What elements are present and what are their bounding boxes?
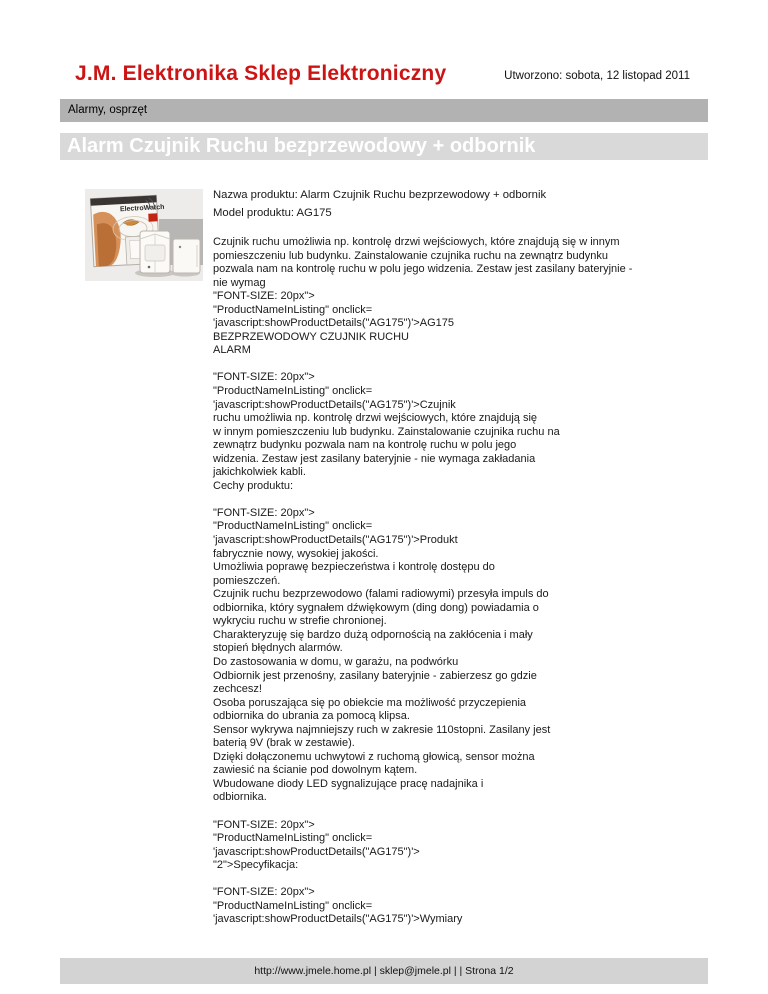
text-line: stopień błędnych alarmów. xyxy=(213,642,343,655)
text-line: 'javascript:showProductDetails("AG175")'>Czujnik xyxy=(213,398,456,411)
text-line: jakichkolwiek kabli. xyxy=(213,466,306,479)
text-line: Odbiornik jest przenośny, zasilany bateryjnie - zabierzesz go gdzie xyxy=(213,669,537,682)
product-name-line: Nazwa produktu: Alarm Czujnik Ruchu bezprzewodowy + odbornik xyxy=(213,189,547,201)
text-line: Charakteryzuję się bardzo dużą odpornością na zakłócenia i mały xyxy=(213,628,533,641)
text-line: pomieszczeniu lub budynku. Zainstalowanie czujnika ruchu na zewnątrz budynku xyxy=(213,249,609,262)
text-line: "ProductNameInListing" onclick= xyxy=(213,899,373,912)
text-line: odbiornika do ubrania za pomocą klipsa. xyxy=(213,710,410,723)
product-image xyxy=(85,189,203,281)
motion-sensor xyxy=(140,231,170,273)
box-brand-text: ElectroWatch xyxy=(119,203,165,214)
text-line: "ProductNameInListing" onclick= xyxy=(213,832,373,845)
text-line: ALARM xyxy=(213,344,251,357)
text-line xyxy=(213,358,632,372)
text-line: fabrycznie nowy, wysokiej jakości. xyxy=(213,547,379,560)
text-line: "FONT-SIZE: 20px"> xyxy=(213,886,315,899)
text-line: zechcesz! xyxy=(213,683,262,696)
text-line: pomieszczeń. xyxy=(213,574,281,587)
text-line: 'javascript:showProductDetails("AG175")'>Produkt xyxy=(213,534,458,547)
text-line xyxy=(213,493,632,507)
text-line: nie wymag xyxy=(213,276,266,289)
text-line: "FONT-SIZE: 20px"> xyxy=(213,506,315,519)
text-line: "2">Specyfikacja: xyxy=(213,859,299,872)
text-line: Osoba poruszająca się po obiekcie ma możliwość przyczepienia xyxy=(213,696,527,709)
created-date: Utworzono: sobota, 12 listopad 2011 xyxy=(504,70,690,82)
product-title-bar: Alarm Czujnik Ruchu bezprzewodowy + odbornik xyxy=(60,133,708,160)
text-line: baterią 9V (brak w zestawie). xyxy=(213,737,355,750)
text-line: Czujnik ruchu bezprzewodowo (falami radiowymi) przesyła impuls do xyxy=(213,588,549,601)
text-line: "ProductNameInListing" onclick= xyxy=(213,520,373,533)
product-model-line: Model produktu: AG175 xyxy=(213,207,332,219)
text-line xyxy=(213,873,632,887)
text-line: 'javascript:showProductDetails("AG175")'>Wymiary xyxy=(213,913,463,926)
category-bar: Alarmy, osprzęt xyxy=(60,99,708,122)
text-line: zewnątrz budynku pozwala nam na kontrolę ruchu w polu jego xyxy=(213,439,517,452)
text-line: "ProductNameInListing" onclick= xyxy=(213,385,373,398)
text-line: 'javascript:showProductDetails("AG175")'>AG175 xyxy=(213,317,454,330)
footer-bar: http://www.jmele.home.pl | sklep@jmele.pl | | Strona 1/2 xyxy=(60,958,708,984)
product-description xyxy=(213,236,632,927)
text-line: Cechy produktu: xyxy=(213,479,294,492)
text-line: Sensor wykrywa najmniejszy ruch w zakresie 110stopni. Zasilany jest xyxy=(213,723,551,736)
text-line: ruchu umożliwia np. kontrolę drzwi wejściowych, które znajdują się xyxy=(213,412,538,425)
text-line: BEZPRZEWODOWY CZUJNIK RUCHU xyxy=(213,330,409,343)
shop-title: J.M. Elektronika Sklep Elektroniczny xyxy=(75,62,447,85)
text-line: odbiornika, który sygnałem dźwiękowym (ding dong) powiadamia o xyxy=(213,601,539,614)
text-line: Dzięki dołączonemu uchwytowi z ruchomą głowicą, sensor można xyxy=(213,750,535,763)
receiver-unit xyxy=(173,239,200,273)
text-line: odbiornika. xyxy=(213,791,267,804)
text-line: "ProductNameInListing" onclick= xyxy=(213,303,373,316)
text-line: w innym pomieszczeniu lub budynku. Zainstalowanie czujnika ruchu na xyxy=(213,425,560,438)
text-line: Wbudowane diody LED sygnalizujące pracę nadajnika i xyxy=(213,777,484,790)
text-line: pozwala nam na kontrolę ruchu w polu jego widzenia. Zestaw jest zasilany bateryjnie - xyxy=(213,263,633,276)
text-line: Do zastosowania w domu, w garażu, na podwórku xyxy=(213,655,459,668)
text-line: 'javascript:showProductDetails("AG175")'> xyxy=(213,845,420,858)
text-line: widzenia. Zestaw jest zasilany bateryjnie - nie wymaga zakładania xyxy=(213,452,536,465)
text-line: wykryciu ruchu w strefie chronionej. xyxy=(213,615,387,628)
text-line xyxy=(213,805,632,819)
text-line: Czujnik ruchu umożliwia np. kontrolę drzwi wejściowych, które znajdują się w innym xyxy=(213,236,620,248)
text-line: Umożliwia poprawę bezpieczeństwa i kontrolę dostępu do xyxy=(213,561,495,574)
text-line: "FONT-SIZE: 20px"> xyxy=(213,290,315,303)
text-line: "FONT-SIZE: 20px"> xyxy=(213,818,315,831)
text-line: zawiesić na ścianie pod dowolnym kątem. xyxy=(213,764,418,777)
text-line: "FONT-SIZE: 20px"> xyxy=(213,371,315,384)
